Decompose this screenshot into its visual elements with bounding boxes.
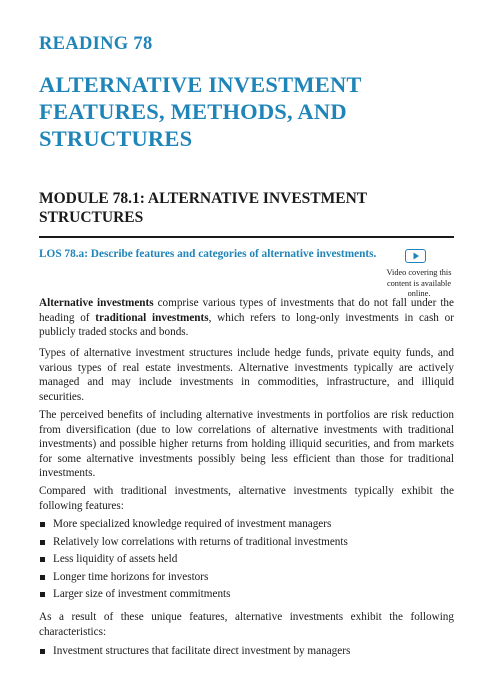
paragraph-benefits: The perceived benefits of including alternative investments in portfolios are risk reduction from diversification (due to low correlations of alternative investments with traditional investments) and possible higher returns from holding illiquid securities, and from markets for some alternative investments possibly being less efficient than those for traditional investments. [39, 409, 454, 480]
bullet [40, 557, 45, 562]
term-traditional-investments: traditional investments [95, 311, 209, 324]
bullet [40, 592, 45, 597]
video-note: Video covering this content is available online. [386, 268, 452, 298]
bullet [40, 649, 45, 654]
module-heading: MODULE 78.1: ALTERNATIVE INVESTMENT STRUCTURES [39, 190, 367, 226]
list-item: Relatively low correlations with returns of traditional investments [39, 535, 454, 553]
list-item: More specialized knowledge required of investment managers [39, 517, 454, 535]
paragraph-features-intro: Compared with traditional investments, alternative investments typically exhibit the following features: [39, 485, 454, 512]
paragraph-alt-investments: Alternative investments comprise various types of investments that do not fall under the heading of traditional investments, which refers to long-only investments in cash or publicly traded stocks and bonds. [39, 297, 454, 339]
play-icon [412, 252, 420, 260]
video-play-button[interactable] [405, 249, 426, 263]
bullet [40, 522, 45, 527]
section-rule [39, 236, 454, 238]
list-item: Larger size of investment commitments [39, 587, 454, 605]
list-item: Longer time horizons for investors [39, 570, 454, 588]
paragraph-characteristics-intro: As a result of these unique features, alternative investments exhibit the following characteristics: [39, 611, 454, 638]
characteristics-list [39, 644, 454, 659]
reading-label: READING 78 [39, 34, 153, 54]
bullet [40, 540, 45, 545]
reading-title: ALTERNATIVE INVESTMENT FEATURES, METHODS, AND STRUCTURES [39, 72, 362, 151]
los-statement: LOS 78.a: Describe features and categories of alternative investments. [39, 248, 377, 260]
paragraph-structures: Types of alternative investment structures include hedge funds, private equity funds, and various types of real estate investments. Alternative investments typically are actively managed and may include investments in commodities, infrastructure, and illiquid securities. [39, 347, 454, 403]
list-item: Less liquidity of assets held [39, 552, 454, 570]
bullet [40, 575, 45, 580]
list-item: Investment structures that facilitate direct investment by managers [39, 644, 454, 659]
term-alternative-investments: Alternative investments [39, 297, 154, 309]
features-list [39, 517, 454, 605]
